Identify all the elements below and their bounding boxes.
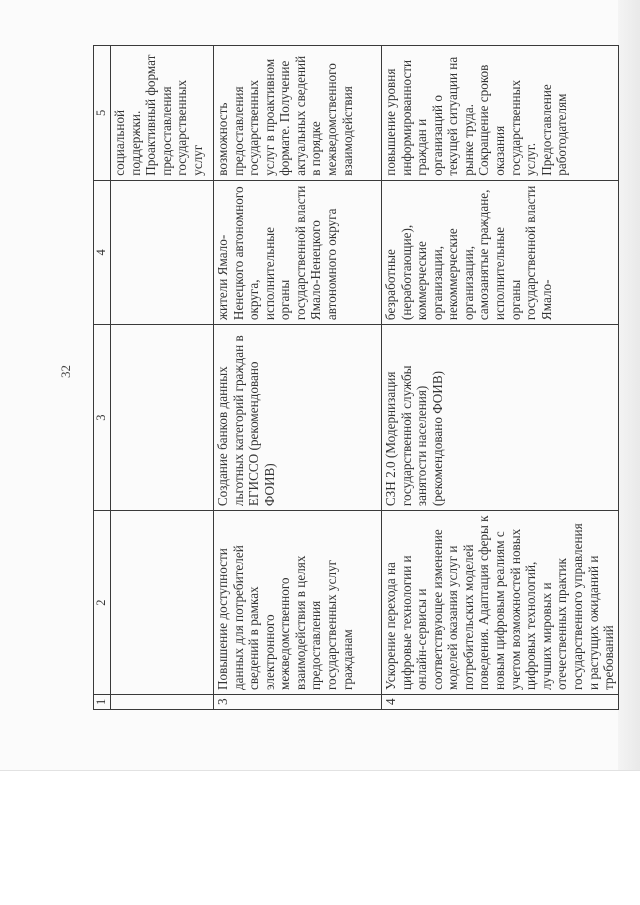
project-cell: СЗН 2.0 (Модернизация государственной службы занятости населения) (рекомендовано ФОИВ): [382, 325, 619, 511]
row-number-cell: [111, 695, 214, 710]
beneficiaries-cell: жители Ямало-Ненецкого автономного округа, исполнительные органы государственной власти Ямало-Ненецкого автономного округа: [214, 180, 382, 324]
column-number-3: 3: [94, 325, 111, 511]
result-cell: социальной поддержки. Проактивный формат предоставления государственных услуг: [111, 46, 214, 181]
table-header-row: [94, 46, 111, 710]
project-cell: [111, 325, 214, 511]
measure-cell: [111, 511, 214, 695]
beneficiaries-cell: [111, 180, 214, 324]
row-number-cell: 4: [382, 695, 619, 710]
measure-cell: Ускорение перехода на цифровые технологии и онлайн-сервисы и соответствующее изменение моделей оказания услуг и потребительских моделей поведения. Адаптация сферы к новым цифровым реалиям с учетом возможностей новых цифровых технологий, лучших мировых и отечественных практик государственного управления и растущих ожиданий и требований: [382, 511, 619, 695]
measure-cell: Повышение доступности данных для потребителей сведений в рамках электронного межведомственного взаимодействия в целях предоставления государственных услуг гражданам: [214, 511, 382, 695]
row-number-cell: 3: [214, 695, 382, 710]
column-number-1: 1: [94, 695, 111, 710]
result-cell: возможность предоставления государственных услуг в проактивном формате. Получение актуальных сведений в порядке межведомственного взаимодействия: [214, 46, 382, 181]
column-number-5: 5: [94, 46, 111, 181]
column-number-2: 2: [94, 511, 111, 695]
measures-table: [93, 45, 619, 710]
page-number: 32: [58, 365, 73, 378]
result-cell: повышение уровня информированности граждан и организаций о текущей ситуации на рынке труда. Сокращение сроков оказания государственных услуг. Предоставление работодателям: [382, 46, 619, 181]
table-row: [382, 46, 619, 710]
column-number-4: 4: [94, 180, 111, 324]
table-row: [111, 46, 214, 710]
page-edge-shadow: [618, 0, 640, 770]
project-cell: Создание банков данных льготных категорий граждан в ЕГИССО (рекомендовано ФОИВ): [214, 325, 382, 511]
table-row: [214, 46, 382, 710]
rotated-page-content: [50, 0, 617, 720]
beneficiaries-cell: безработные (неработающие), коммерческие организации, некоммерческие организации, самозанятые граждане, исполнительные органы государственной власти Ямало-: [382, 180, 619, 324]
